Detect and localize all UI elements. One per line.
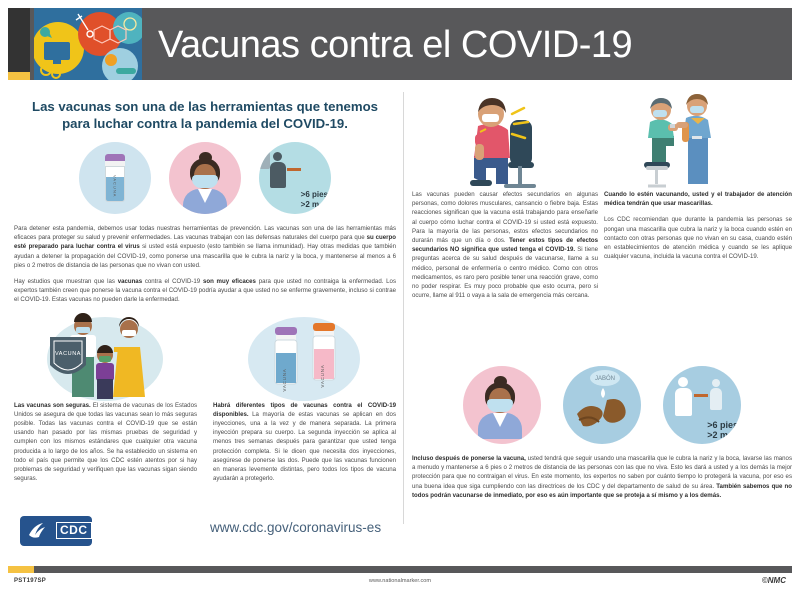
handwashing-soap-icon: [563, 366, 641, 444]
right-column: [604, 92, 792, 268]
publisher-url[interactable]: www.nationalmarker.com: [368, 578, 432, 584]
av-mid: usted tendrá que seguir usando una mascarilla que le cubra la nariz y la boca, lavarse las manos a menudo y mantenerse a 6 pies o 2 metros de distancia de las personas con las que no viva. Esto les dará a usted y a los demás la mejor protección para que no contraigan el virus. En este momento, los expertos no saben por cuánto tiempo lo protegerá la vacuna, por eso es una buena idea que siga cumpliendo con las directrices de los CDC y del departamento de salud de su área.: [412, 455, 792, 490]
publisher-mark: ©NMC: [761, 576, 786, 585]
seated-woman-sore-arm-illustration: [412, 92, 598, 190]
masked-person-icon: [463, 366, 541, 444]
types-heading: Habrá diferentes tipos de vacunas contra el COVID-19 disponibles.: [213, 401, 396, 418]
vaccine-vial-icon: [79, 142, 151, 214]
types-text: [213, 401, 396, 484]
header-yellow-accent: [8, 72, 30, 80]
side-effects-text: [412, 190, 598, 300]
social-distancing-icon: [259, 142, 331, 214]
left-column: [14, 92, 396, 490]
vaccination-with-masks-illustration: [604, 92, 792, 188]
svg-text:VACUNA: VACUNA: [320, 364, 325, 388]
distance-feet-label: >6 pies: [300, 190, 328, 199]
block-vaccine-types: [213, 313, 396, 491]
p2-bold-1: vacunas: [117, 278, 143, 286]
column-divider: [403, 92, 404, 524]
cdc-url[interactable]: www.cdc.gov/coronavirus-es: [210, 520, 382, 535]
poster-header: [8, 8, 792, 80]
masks-body: Los CDC recomiendan que durante la pandemia las personas se pongan una mascarilla que cubra la nariz y la boca cuando estén en contacto con otras personas que no vivan en su casa, cuando estén en establecimientos de atención médica y cuando se les aplique cualquier vacuna, incluida la vacuna contra el COVID-19.: [604, 216, 792, 261]
middle-column: [412, 92, 598, 307]
cdc-logo: [20, 516, 92, 546]
safe-text: [14, 401, 197, 484]
bottom-right-section: [412, 356, 792, 507]
masks-heading: Cuando lo estén vacunando, usted y el trabajador de atención médica tendrán que usar mascarillas.: [604, 191, 792, 208]
two-vaccine-vials-illustration: [213, 313, 396, 401]
safe-heading: Las vacunas son seguras.: [14, 401, 91, 409]
product-code: PST197SP: [14, 578, 47, 584]
svg-text:VACUNA: VACUNA: [282, 368, 287, 392]
block-vaccines-are-safe: [14, 313, 197, 491]
se-part-b: Si tiene preguntas acerca de su salud después de vacunarse, llame a su médico, personal de enfermería o centro médico. Como con otros medicamentos, es raro pero posible tener una reacción grave, como no poder respirar. Es muy poco probable que esto ocurra, pero si ocurre, llame al 911 o vaya a la sala de emergencia más cercana.: [412, 246, 598, 300]
after-vaccine-text: [412, 454, 792, 500]
poster-title: Vacunas contra el COVID-19: [158, 24, 633, 66]
family-shield-illustration: [14, 313, 197, 401]
paragraph-prevention: Para detener esta pandemia, debemos usar todas nuestras herramientas de prevención. Las vacunas son una de las herramientas más eficaces para proteger su salud y prevenir enfermedades. Las vacunas trabajan con las defensas naturales del cuerpo para que su cuerpo esté preparado para luchar contra el virus si usted está expuesto (esto también se llama inmunidad). Hay otras medidas que también ayudan a detener la propagación del COVID-19, como ponerse una mascarilla que le cubra la nariz y la boca, y mantenerse al menos a 6 pies o 2 metros de distancia de las personas que no vivan con usted.: [14, 225, 396, 269]
safe-body: El sistema de vacunas de los Estados Unidos se asegura de que todas las vacunas sean lo más seguras posible. Todas las vacunas contra el COVID-19 que se están usando han pasado por las mismas pruebas de seguridad y cumplen con los mismos estándares que cualquier otra vacuna producida a lo largo de los años. Se ha establecido un sistema en todo el país que permite que los CDC estén atentos por si hay problemas de seguridad y verifiquen que las vacunas sigan siendo seguras.: [14, 401, 198, 483]
distance-meters-label: >2 m: [300, 200, 320, 209]
soap-label: JABÓN: [594, 376, 616, 382]
cdc-logo-text: CDC: [56, 522, 92, 539]
p2-part-a: Hay estudios que muestran que las: [14, 278, 118, 286]
av-bold-2: También sabemos que no todos podrán vacunarse de inmediato, por eso es aún importante que se proteja a sí mismo y a los demás.: [412, 482, 792, 499]
av-bold-1: Incluso después de ponerse la vacuna,: [412, 455, 526, 462]
types-body: La mayoría de estas vacunas se aplican en dos inyecciones, una a la vez y de manera separada. La primera inyección prepara su cuerpo. La segunda inyección se aplica al menos tres semanas después para garantizar que usted tenga protección completa. Si le dicen que necesita dos inyecciones, asegúrese de ponerse las dos. Puede que las vacunas funcionen en maneras levemente distintas, pero todos los tipos de vacuna ayudarán a protegerlo.: [213, 410, 396, 483]
masked-person-icon: [169, 142, 241, 214]
lead-heading: Las vacunas son una de las herramientas que tenemos para luchar contra la pandemia del COVID-19.: [32, 99, 378, 131]
se-bold: Tener estos tipos de efectos secundarios NO significa que usted tenga el COVID-19.: [412, 237, 598, 254]
vial-label: VACUNA: [112, 174, 118, 197]
prevention-icon-row: [14, 142, 396, 214]
se-part-a: Las vacunas pueden causar efectos secundarios en algunas personas, como dolores musculares, cansancio o fiebre baja. Estas reacciones significan que la vacuna está trabajando para enseñarle al cuerpo cómo luchar contra el COVID-19 si usted está expuesto. Para la mayoría de las personas, estos efectos secundarios no durarán más que un día o dos.: [412, 191, 598, 245]
hhs-bird-icon: [26, 521, 52, 541]
masks-heading-text: [604, 190, 792, 208]
distance-meters-label: >2 m: [707, 430, 728, 440]
footer: [14, 516, 784, 556]
bold-phrase-1: su cuerpo esté preparado para luchar contra el virus: [14, 234, 396, 251]
header-science-collage-icon: [34, 8, 142, 80]
p2-part-c: contra el COVID-19: [142, 278, 203, 286]
header-black-bar: [8, 8, 30, 80]
bottom-icon-row: [412, 366, 792, 444]
left-bottom-blocks: [14, 313, 396, 491]
footer-gray-bar: [8, 566, 792, 573]
p2-bold-2: son muy eficaces: [202, 278, 256, 286]
footer-yellow-accent: [8, 566, 34, 573]
social-distancing-icon: [663, 366, 741, 444]
p2-part-d: para que usted no contraiga la enfermedad. Los expertos también creen que ponerse la vacuna contra el COVID-19 podría ayudar a que usted no se enferme gravemente, incluso si contrae el COVID-19. Estas vacunas no pueden darle la enfermedad.: [14, 278, 396, 304]
distance-feet-label: >6 pies: [707, 420, 738, 430]
svg-text:VACUNA: VACUNA: [54, 350, 82, 357]
paragraph-effectiveness: [14, 277, 396, 305]
